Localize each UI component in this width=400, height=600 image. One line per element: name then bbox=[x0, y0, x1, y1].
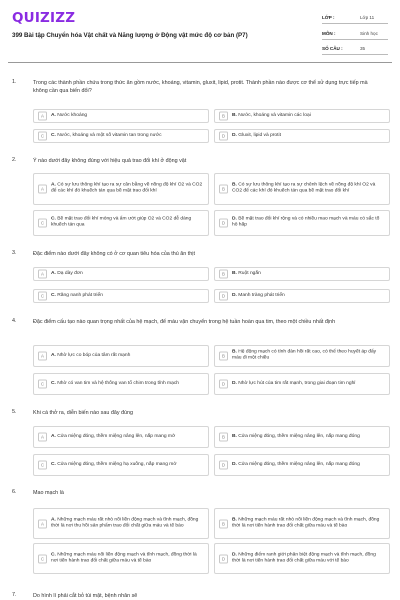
option-a[interactable] bbox=[33, 345, 209, 367]
option-letter: A bbox=[38, 112, 47, 121]
option-text: A. Dạ dày đơn bbox=[51, 270, 83, 276]
option-letter: A bbox=[38, 433, 47, 442]
question-text: Khi cá thở ra, diễn biến nào sau đây đúng bbox=[33, 410, 134, 416]
question-text: Đặc điểm cấu tạo nào quan trọng nhất của hệ mạch, để máu vận chuyển trong hệ tuần hoàn qua tim, theo một chiều nhất định bbox=[33, 319, 336, 325]
option-c[interactable] bbox=[33, 289, 209, 303]
question-text: Mao mạch là bbox=[33, 490, 64, 496]
quizizz-logo: QUIZIZZ bbox=[12, 10, 76, 26]
question-text: Ý nào dưới đây không đúng với hiệu quả trao đổi khí ở động vật bbox=[33, 158, 187, 164]
option-letter: C bbox=[38, 554, 47, 563]
option-text: D. Những điểm ranh giới phân biệt động mạch và tĩnh mạch, đồng thời là nơi tiến hành trao đổi chất giữa máu với tế bào bbox=[232, 552, 376, 564]
document-title: 399 Bài tập Chuyển hóa Vật chất và Năng lượng ở Động vật mức độ cơ bản (P7) bbox=[12, 32, 248, 39]
option-letter: D bbox=[219, 219, 228, 228]
option-letter: C bbox=[38, 132, 47, 141]
option-c[interactable] bbox=[33, 129, 209, 143]
option-d[interactable] bbox=[214, 543, 390, 574]
option-text: B. Ruột ngắn bbox=[232, 270, 261, 276]
meta-grade-value: Lớp 11 bbox=[360, 15, 375, 20]
option-text: C. Cửa miệng đóng, thềm miệng hạ xuống, nắp mang mở bbox=[51, 461, 177, 467]
option-text: B. Cửa miệng đóng, thềm miệng nâng lên, nắp mang đóng bbox=[232, 433, 360, 439]
option-b[interactable] bbox=[214, 109, 390, 123]
question-number: 7. bbox=[12, 592, 17, 598]
option-letter: D bbox=[219, 461, 228, 470]
option-text: A. Những mạch máu rất nhỏ nối liền động mạch và tĩnh mạch, đồng thời là nơi thu hồi sản phẩm trao đổi chất giữa máu và tế bào bbox=[51, 517, 199, 529]
option-a[interactable] bbox=[33, 426, 209, 448]
option-d[interactable] bbox=[214, 454, 390, 476]
meta-divider bbox=[322, 54, 388, 55]
option-c[interactable] bbox=[33, 210, 209, 236]
option-text: B. Nước, khoáng và vitamin các loại bbox=[232, 112, 311, 118]
option-letter: B bbox=[219, 433, 228, 442]
option-letter: D bbox=[219, 292, 228, 301]
question-text: Trong các thành phần chứa trong thức ăn gồm nước, khoáng, vitamin, gluxit, lipid, protit. Thành phần nào được cơ thể sử dụng trực tiếp mà không cần qua biến đổi? bbox=[33, 80, 368, 94]
option-text: C. Những mạch máu nối liền động mạch và tĩnh mạch, đồng thời là nơi tiến hành trao đổi chất giữa máu và tế bào bbox=[51, 552, 197, 564]
option-b[interactable] bbox=[214, 173, 390, 205]
option-letter: C bbox=[38, 219, 47, 228]
meta-count-value: 35 bbox=[360, 46, 366, 51]
option-a[interactable] bbox=[33, 267, 209, 281]
option-letter: D bbox=[219, 132, 228, 141]
option-c[interactable] bbox=[33, 373, 209, 395]
question-number: 4. bbox=[12, 318, 17, 324]
option-text: D. Bề mặt trao đổi khí rộng và có nhiều mao mạch và máu có sắc tố hô hấp bbox=[232, 216, 380, 228]
option-text: D. Gluxit, lipid và protit bbox=[232, 132, 281, 138]
option-letter: B bbox=[219, 519, 228, 528]
option-c[interactable] bbox=[33, 543, 209, 574]
option-letter: C bbox=[38, 380, 47, 389]
question-number: 2. bbox=[12, 157, 17, 163]
option-b[interactable] bbox=[214, 508, 390, 539]
option-text: D. Cửa miệng đóng, thềm miệng nâng lên, nắp mang đóng bbox=[232, 461, 360, 467]
option-letter: D bbox=[219, 554, 228, 563]
option-letter: D bbox=[219, 380, 228, 389]
option-text: A. Có sự lưu thông khí tạo ra sự cân bằng về nồng độ khí O2 và CO2 để các khí đó khuếch tán qua bề mặt trao đổi khí bbox=[51, 182, 203, 194]
option-letter: A bbox=[38, 519, 47, 528]
option-letter: B bbox=[219, 185, 228, 194]
meta-count-label: SỐ CÂU : bbox=[322, 46, 343, 51]
meta-grade-label: LỚP : bbox=[322, 15, 335, 20]
question-number: 1. bbox=[12, 79, 17, 85]
option-letter: C bbox=[38, 461, 47, 470]
option-b[interactable] bbox=[214, 267, 390, 281]
question-text: Do hình lí phải cắt bỏ túi mật, bệnh nhân sẽ bbox=[33, 593, 138, 599]
option-text: C. Nước, khoáng và một số vitamin tan trong nước bbox=[51, 132, 162, 138]
document-header bbox=[0, 0, 400, 64]
option-text: C. Răng nanh phát triển bbox=[51, 292, 103, 298]
option-text: A. Cửa miệng đóng, thềm miệng nâng lên, nắp mang mở bbox=[51, 433, 176, 439]
option-a[interactable] bbox=[33, 508, 209, 539]
option-letter: C bbox=[38, 292, 47, 301]
option-text: D. Nhờ lực hút của tim rất mạnh, trong giai đoạn tim nghỉ bbox=[232, 380, 356, 386]
option-letter: A bbox=[38, 270, 47, 279]
option-text: A. Nước khoáng bbox=[51, 112, 88, 118]
option-text: B. Hệ động mạch có tính đàn hồi rất cao, có thể theo huyết áp đẩy máu đi một chiều bbox=[232, 349, 377, 361]
option-d[interactable] bbox=[214, 210, 390, 236]
question-text: Đặc điểm nào dưới đây không có ở cơ quan tiêu hóa của thú ăn thịt bbox=[33, 251, 195, 257]
option-letter: A bbox=[38, 352, 47, 361]
meta-subject-label: MÔN : bbox=[322, 31, 336, 36]
option-letter: B bbox=[219, 352, 228, 361]
option-b[interactable] bbox=[214, 426, 390, 448]
question-number: 3. bbox=[12, 250, 17, 256]
option-text: B. Những mạch máu rất nhỏ nối liền động mạch và tĩnh mạch, đồng thời là nơi tiến hành trao đổi chất giữa máu và tế bào bbox=[232, 517, 380, 529]
option-c[interactable] bbox=[33, 454, 209, 476]
option-letter: A bbox=[38, 185, 47, 194]
header-divider bbox=[8, 62, 392, 63]
option-d[interactable] bbox=[214, 373, 390, 395]
question-number: 6. bbox=[12, 489, 17, 495]
question-number: 5. bbox=[12, 409, 17, 415]
option-d[interactable] bbox=[214, 129, 390, 143]
meta-divider bbox=[322, 23, 388, 24]
option-b[interactable] bbox=[214, 345, 390, 367]
option-a[interactable] bbox=[33, 109, 209, 123]
option-text: A. Nhờ lực co bóp của tâm rất mạnh bbox=[51, 352, 131, 358]
meta-divider bbox=[322, 39, 388, 40]
option-d[interactable] bbox=[214, 289, 390, 303]
option-text: B. Có sự lưu thông khí tạo ra sự chênh lệch về nồng độ khí O2 và CO2 để các khí đó khuếch tán qua bề mặt trao đổi khí bbox=[232, 182, 376, 194]
option-text: C. Bề mặt trao đổi khí mỏng và ẩm ướt giúp O2 và CO2 dễ dàng khuếch tán qua bbox=[51, 216, 192, 228]
option-text: D. Manh tràng phát triển bbox=[232, 292, 285, 298]
option-letter: B bbox=[219, 112, 228, 121]
meta-subject-value: Sinh học bbox=[360, 31, 378, 36]
option-a[interactable] bbox=[33, 173, 209, 205]
option-letter: B bbox=[219, 270, 228, 279]
option-text: C. Nhờ có van tim và hệ thống van tổ chim trong tĩnh mạch bbox=[51, 380, 179, 386]
